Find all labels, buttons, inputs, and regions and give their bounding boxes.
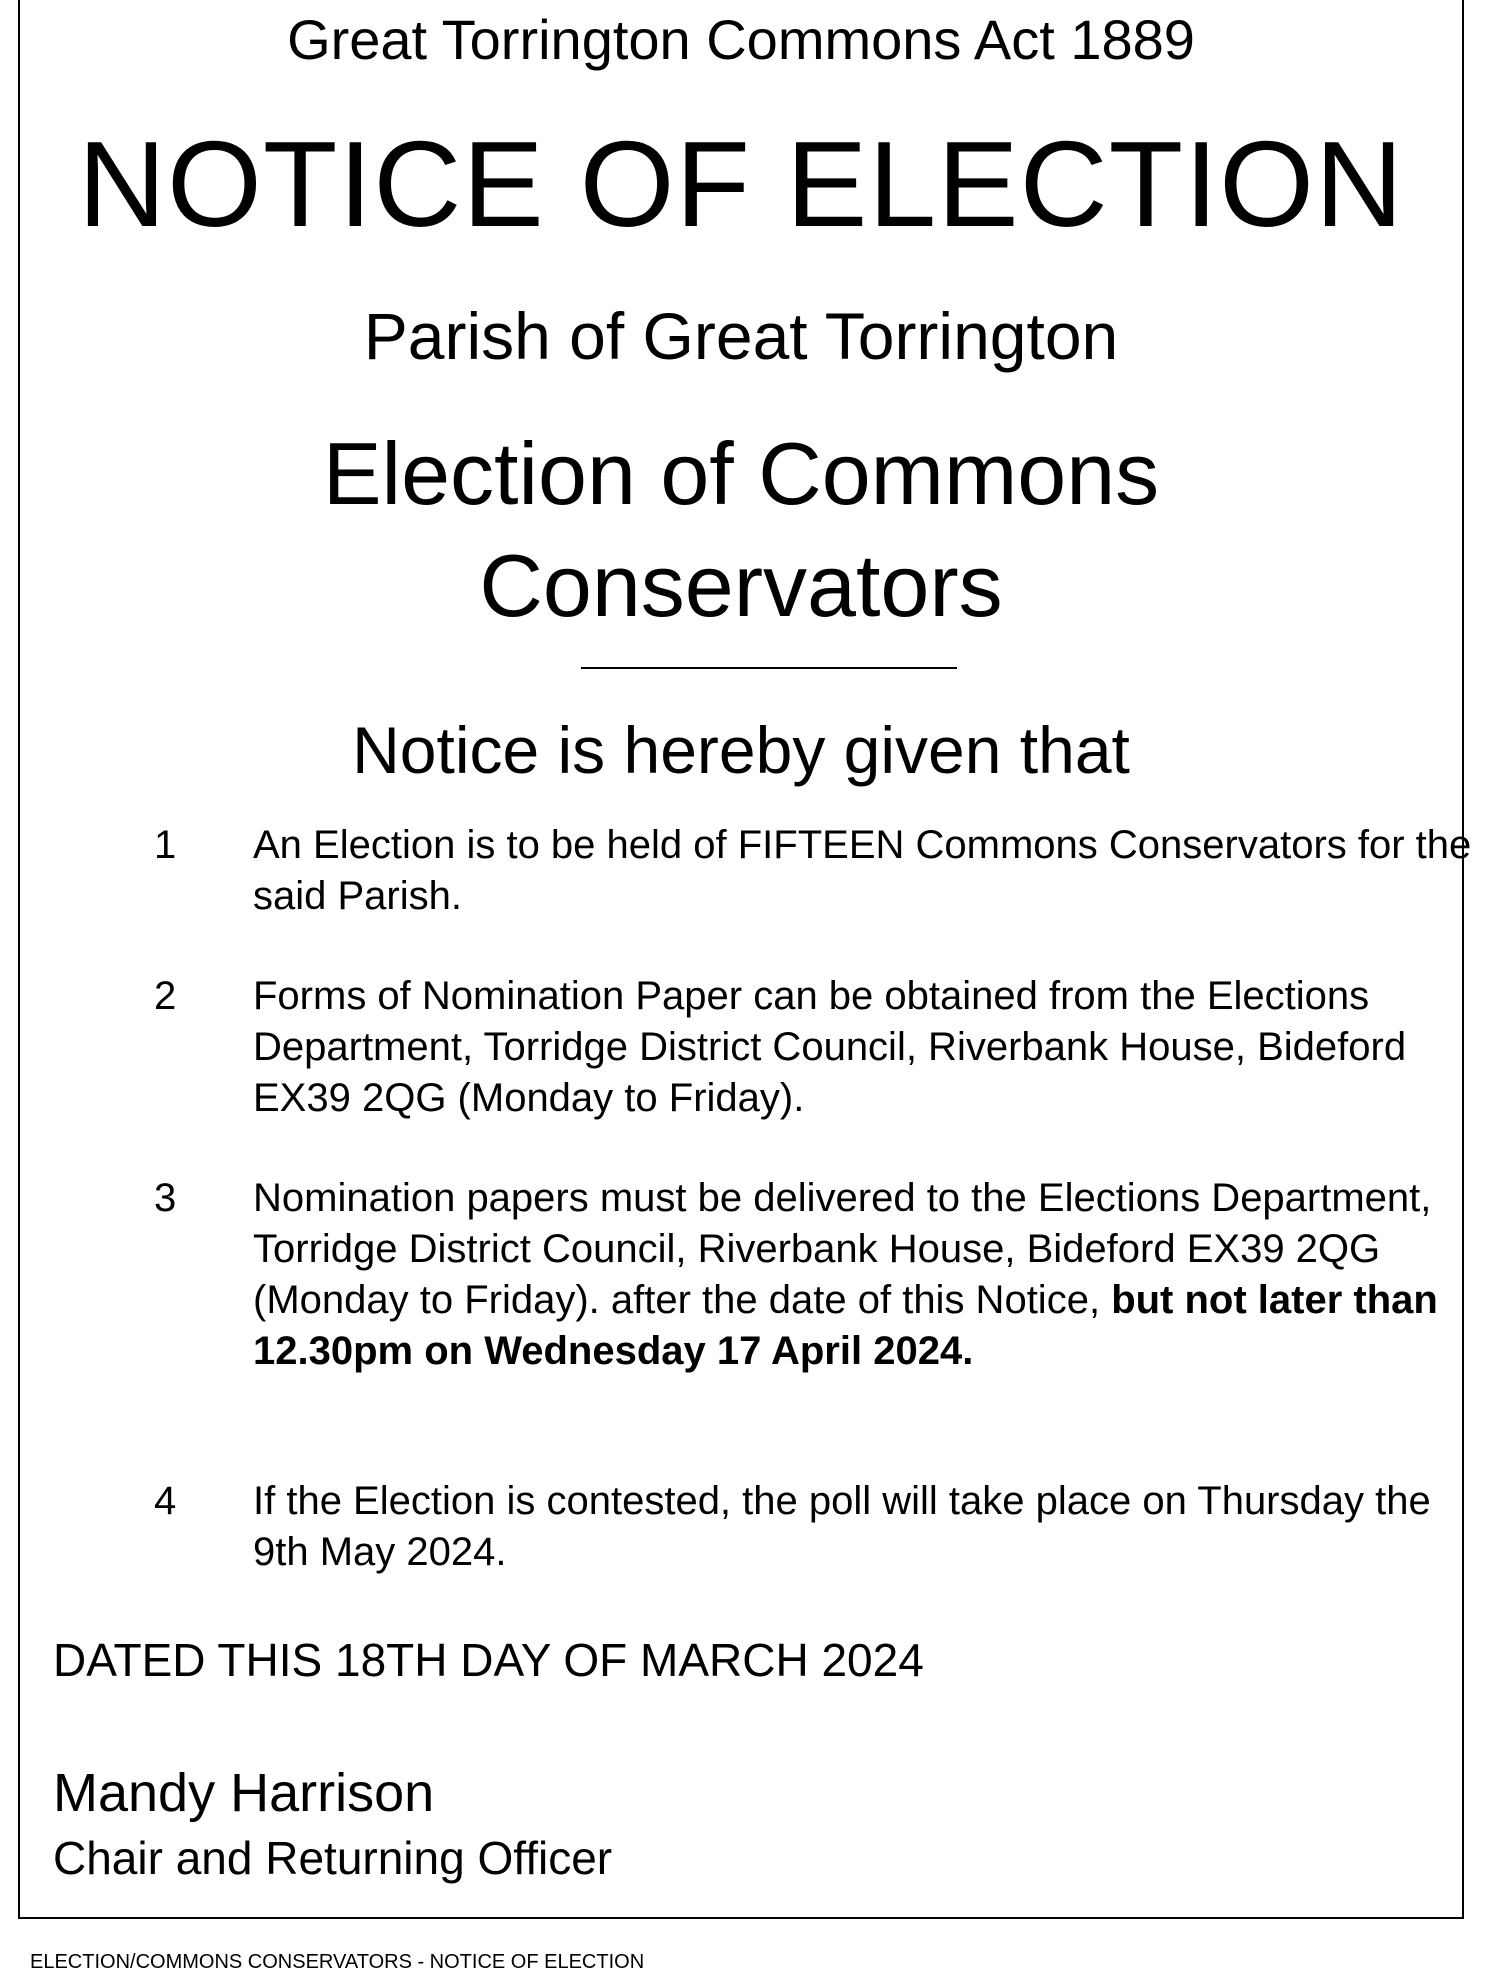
notice-frame [18, 0, 1472, 1919]
intro-statement: Notice is hereby given that [352, 713, 1130, 787]
item-text: Forms of Nomination Paper can be obtained from the Elections Department, Torridge District Council, Riverbank House, Bideford EX39 2QG (Monday to Friday). [253, 974, 1407, 1120]
item-number: 1 [154, 823, 177, 867]
election-heading [20, 418, 1462, 642]
notice-title: NOTICE OF ELECTION [77, 116, 1405, 252]
divider-rule [581, 667, 957, 669]
signatory-name: Mandy Harrison [53, 1763, 435, 1823]
item-text: If the Election is contested, the poll will take place on Thursday the 9th May 2024. [253, 1479, 1431, 1574]
deadline-text: but not later than 12.30pm on Wednesday 17 April 2024. [253, 1278, 1438, 1373]
item-number: 4 [154, 1479, 177, 1523]
item-number: 3 [154, 1176, 177, 1220]
item-text: Nomination papers must be delivered to the Elections Department, Torridge District Council, Riverbank House, Bideford EX39 2QG (Monday to Friday). after the date of this Notice, [253, 1176, 1432, 1322]
document-footer: ELECTION/COMMONS CONSERVATORS - NOTICE OF ELECTION [30, 1951, 645, 1973]
act-title: Great Torrington Commons Act 1889 [287, 8, 1195, 71]
election-heading-line-2: Conservators [479, 536, 1003, 635]
parish-heading: Parish of Great Torrington [363, 299, 1119, 373]
signatory-role: Chair and Returning Officer [53, 1832, 613, 1884]
item-text: An Election is to be held of FIFTEEN Commons Conservators for the said Parish. [253, 823, 1472, 918]
item-number: 2 [154, 974, 177, 1018]
item-text-container [253, 1173, 1475, 1377]
election-heading-line-1: Election of Commons [322, 424, 1160, 523]
dated-line: DATED THIS 18TH DAY OF MARCH 2024 [53, 1634, 924, 1686]
